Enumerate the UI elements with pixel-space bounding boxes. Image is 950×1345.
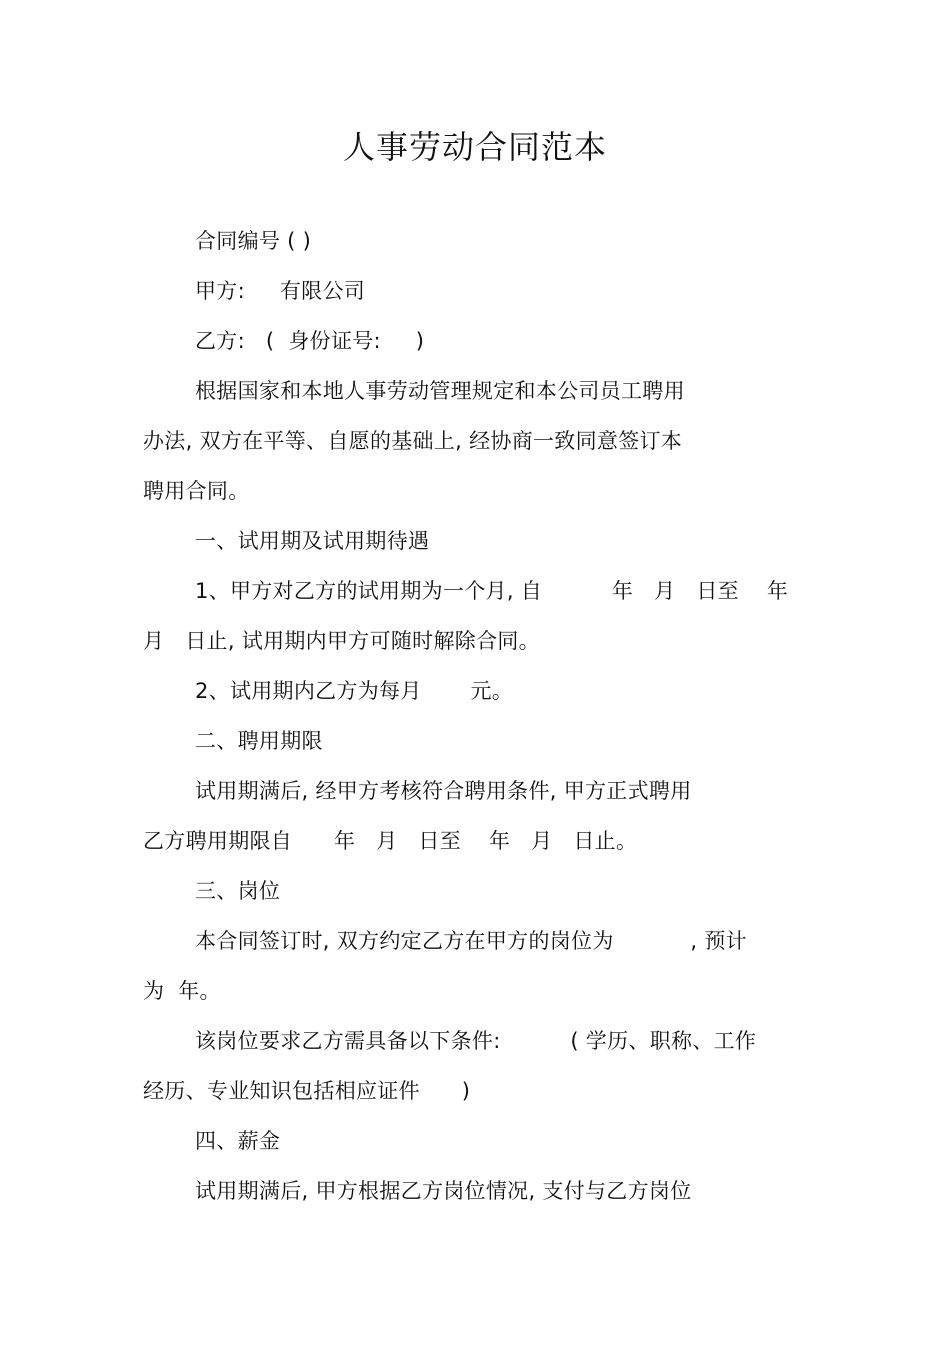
party-b-line: 乙方: ( 身份证号: ) [195, 329, 425, 353]
preamble-line-3: 聘用合同。 [143, 479, 250, 503]
position-clause-cont: 为 年。 [143, 979, 221, 1003]
section-heading-position: 三、岗位 [195, 879, 281, 903]
requirements-clause: 该岗位要求乙方需具备以下条件: ( 学历、职称、工作 [195, 1029, 757, 1053]
document-title: 人事劳动合同范本 [342, 128, 607, 166]
probation-clause-1-cont: 月 日止, 试用期内甲方可随时解除合同。 [143, 629, 540, 653]
contract-number-line: 合同编号 ( ) [195, 229, 312, 253]
requirements-clause-cont: 经历、专业知识包括相应证件 ) [143, 1079, 471, 1103]
party-a-line: 甲方: 有限公司 [195, 279, 366, 303]
section-heading-term: 二、聘用期限 [195, 729, 323, 753]
preamble-line-1: 根据国家和本地人事劳动管理规定和本公司员工聘用 [195, 379, 685, 403]
term-clause-cont: 乙方聘用期限自 年 月 日至 年 月 日止。 [143, 829, 638, 853]
term-clause: 试用期满后, 经甲方考核符合聘用条件, 甲方正式聘用 [195, 779, 692, 803]
probation-clause-2: 2、试用期内乙方为每月 元。 [195, 679, 514, 703]
section-heading-probation: 一、试用期及试用期待遇 [195, 529, 430, 553]
salary-clause: 试用期满后, 甲方根据乙方岗位情况, 支付与乙方岗位 [195, 1179, 692, 1203]
probation-clause-1: 1、甲方对乙方的试用期为一个月, 自 年 月 日至 年 [195, 579, 789, 603]
position-clause: 本合同签订时, 双方约定乙方在甲方的岗位为 , 预计 [195, 929, 747, 953]
section-heading-salary: 四、薪金 [195, 1129, 281, 1153]
preamble-line-2: 办法, 双方在平等、自愿的基础上, 经协商一致同意签订本 [143, 429, 683, 453]
